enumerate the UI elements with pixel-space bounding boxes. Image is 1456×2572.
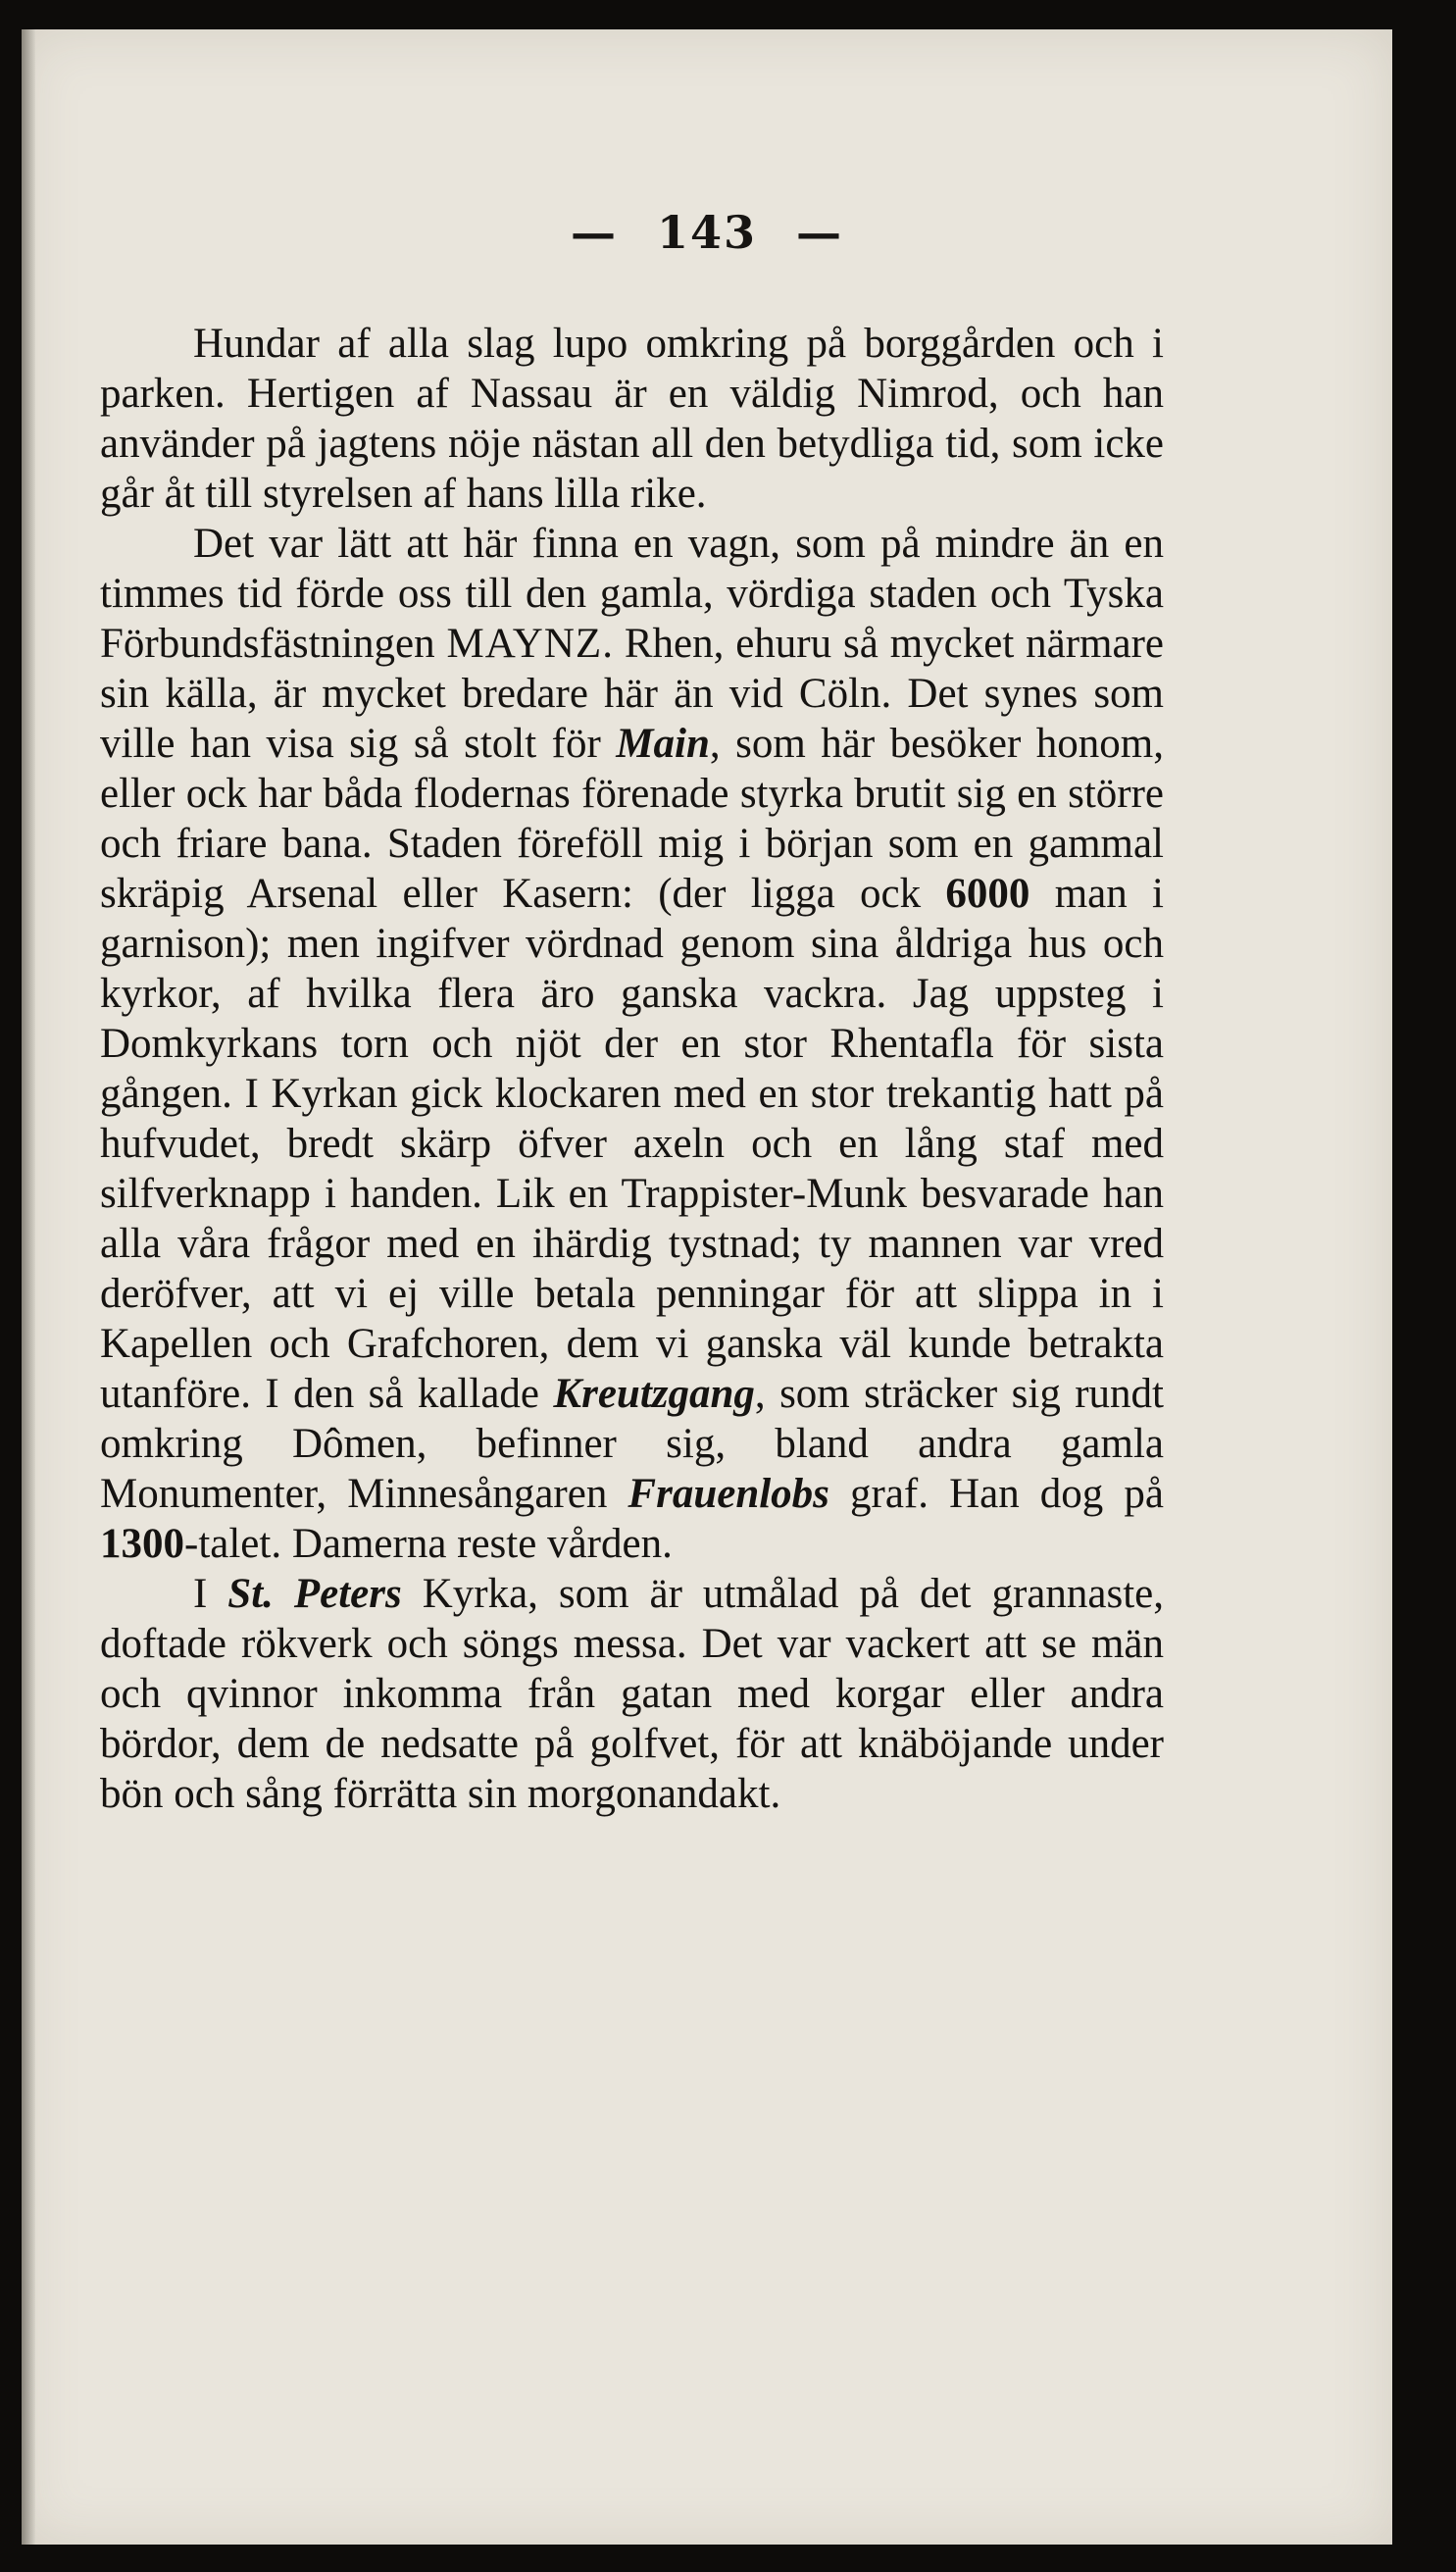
- page-sheet: [22, 29, 1392, 2545]
- text-segment: . Rhen, ehuru så mycket närmare sin källa, är mycket bredare här än vid Cöln. Det synes som ville han visa sig så stolt för: [100, 621, 1164, 767]
- text-segment: -talet. Damerna reste vården.: [184, 1521, 673, 1567]
- text-segment: man i garnison); men ingifver vördnad genom sina åldriga hus och kyrkor, af hvilka flera äro ganska vackra. Jag uppsteg i Domkyrkans torn och njöt der en stor Rhentafla för sista gången. I Kyrkan gick klockaren med en stor trekantig hatt på hufvudet, bredt skärp öfver axeln och en lång staf med silfverknapp i handen. Lik en Trappister-Munk besvarade han alla våra frågor med en ihärdig tystnad; ty mannen var vred deröfver, att vi ej ville betala penningar för att slippa in i Kapellen och Grafchoren, dem vi ganska väl kunde betrakta utanföre. I den så kallade: [100, 871, 1164, 1417]
- paragraph-1: [100, 319, 1164, 519]
- text-segment: Main: [616, 721, 710, 767]
- page-number: 143: [656, 206, 758, 259]
- text-segment: graf. Han dog på: [828, 1471, 1164, 1517]
- page-spine-shadow: [22, 29, 35, 2545]
- text-segment: 1300: [100, 1521, 184, 1567]
- text-segment: I: [193, 1571, 228, 1617]
- paragraph-3: [100, 1569, 1164, 1819]
- text-segment: Kreutzgang: [553, 1371, 755, 1417]
- page-header: [22, 206, 1392, 259]
- text-segment: Kyrka, som är utmålad på det grannaste, doftade rökverk och söngs messa. Det var vackert att se män och qvinnor inkomma från gatan med korgar eller andra bördor, dem de nedsatte på golfvet, för att knäböjande under bön och sång förrätta sin morgonandakt.: [100, 1571, 1164, 1817]
- text-segment: 6000: [945, 871, 1030, 917]
- paragraph-2: [100, 519, 1164, 1569]
- text-segment: , som sträcker sig rundt omkring Dômen, befinner sig, bland andra gamla Monumenter, Minnesångaren: [100, 1371, 1164, 1517]
- text-segment: St. Peters: [227, 1571, 402, 1617]
- text-segment: MAYNZ: [446, 621, 603, 667]
- text-segment: , som här besöker honom, eller ock har båda flodernas förenade styrka brutit sig en större och friare bana. Staden föreföll mig i början som en gammal skräpig Arsenal eller Kasern: (der ligga ock: [100, 721, 1164, 917]
- text-segment: Det var lätt att här finna en vagn, som på mindre än en timmes tid förde oss till den gamla, vördiga staden och Tyska Förbundsfästningen: [100, 521, 1164, 667]
- text-segment: Hundar af alla slag lupo omkring på borggården och i parken. Hertigen af Nassau är en väldig Nimrod, och han använder på jagtens nöje nästan all den betydliga tid, som icke går åt till styrelsen af hans lilla rike.: [100, 321, 1164, 517]
- text-segment: Frauenlobs: [628, 1471, 829, 1517]
- header-dash-right: —: [796, 206, 844, 259]
- header-dash-left: —: [570, 206, 618, 259]
- body-text: [100, 319, 1164, 1819]
